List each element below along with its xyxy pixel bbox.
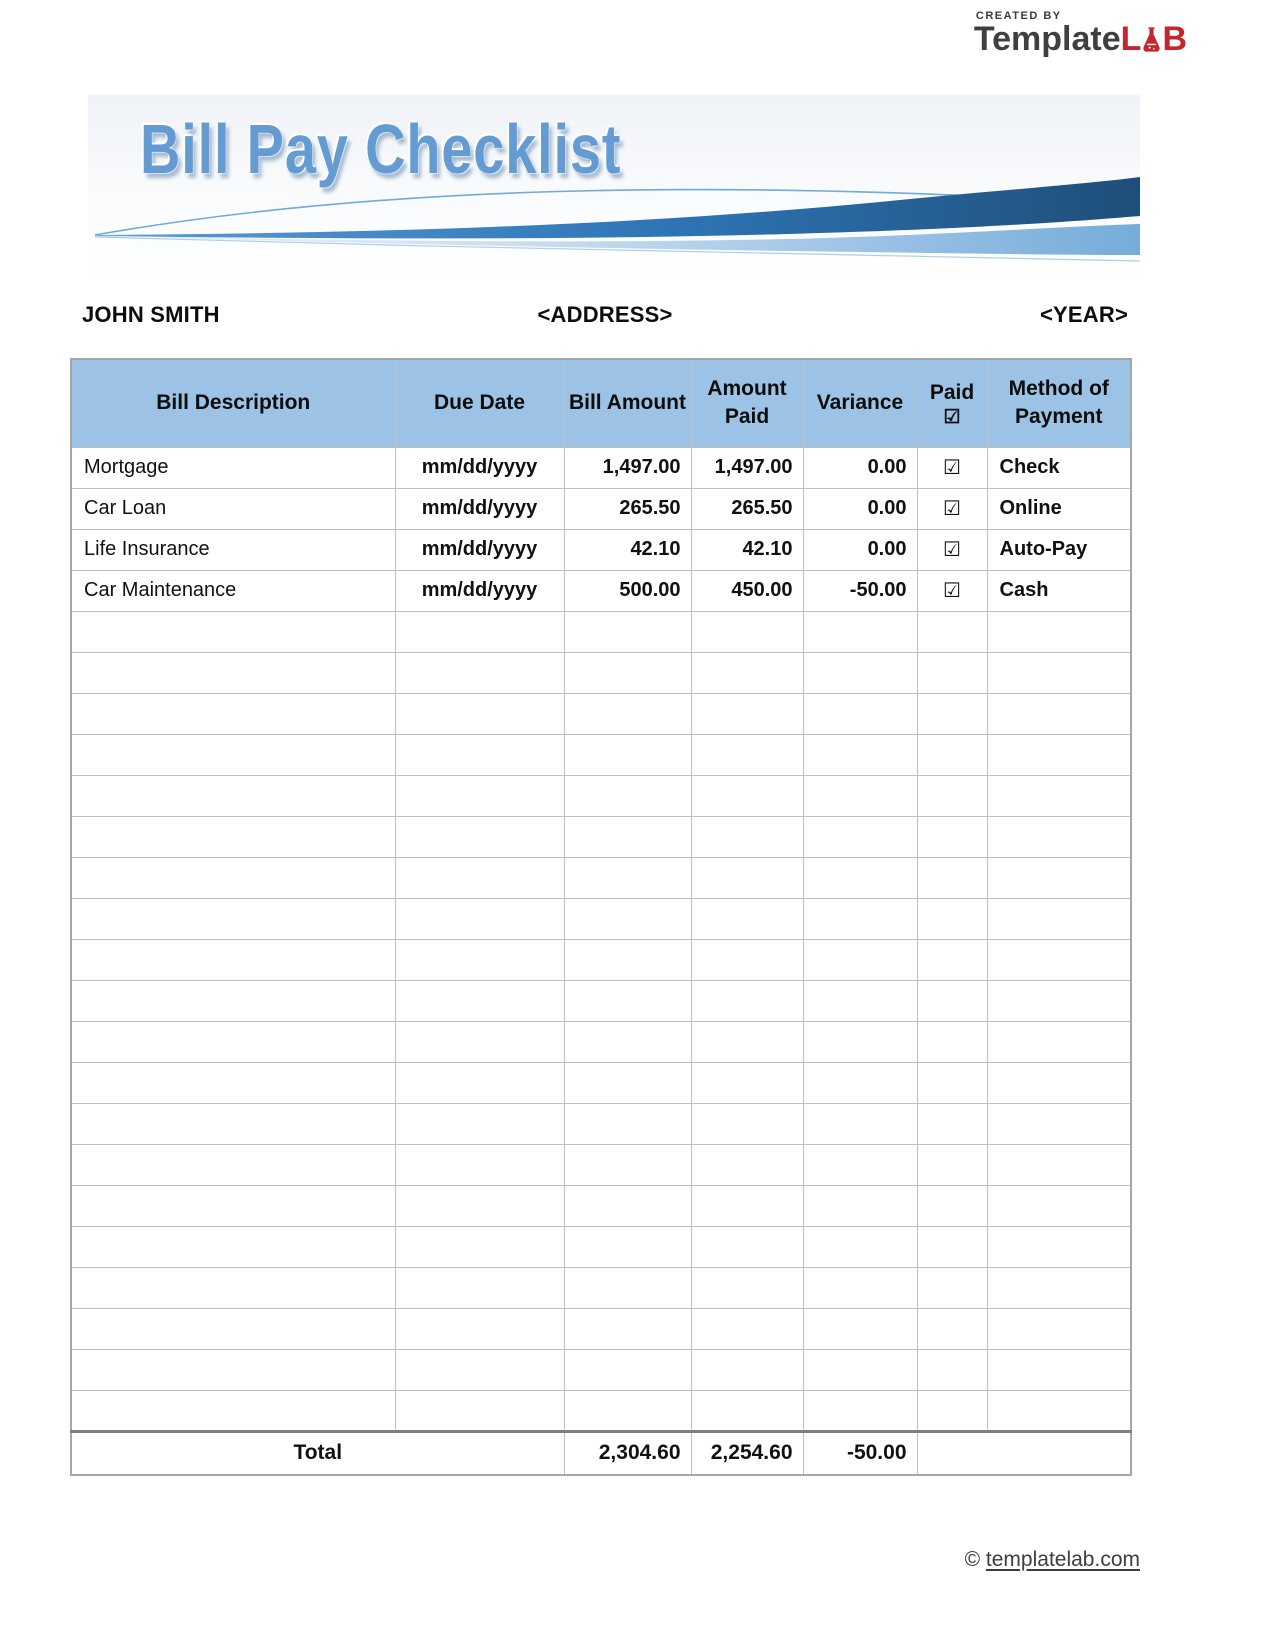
- page-title: Bill Pay Checklist: [140, 110, 622, 188]
- empty-cell-paid: [917, 1308, 987, 1349]
- header-variance: Variance: [803, 359, 917, 447]
- empty-cell-bill-amount: [564, 980, 691, 1021]
- empty-cell-method: [987, 1144, 1131, 1185]
- empty-cell-method: [987, 857, 1131, 898]
- empty-cell-variance: [803, 1349, 917, 1390]
- empty-cell-variance: [803, 939, 917, 980]
- empty-cell-description: [71, 1185, 395, 1226]
- empty-row: [71, 734, 1131, 775]
- empty-row: [71, 1103, 1131, 1144]
- cell-variance: -50.00: [803, 570, 917, 611]
- empty-cell-description: [71, 857, 395, 898]
- checked-checkbox-icon: ☑: [917, 529, 987, 570]
- empty-cell-variance: [803, 816, 917, 857]
- empty-row: [71, 1144, 1131, 1185]
- empty-cell-variance: [803, 1062, 917, 1103]
- empty-cell-variance: [803, 1267, 917, 1308]
- empty-cell-amount-paid: [691, 1144, 803, 1185]
- empty-cell-method: [987, 939, 1131, 980]
- empty-cell-bill-amount: [564, 898, 691, 939]
- empty-cell-amount-paid: [691, 693, 803, 734]
- empty-cell-amount-paid: [691, 1390, 803, 1431]
- logo-template-text: Template: [973, 20, 1121, 58]
- empty-cell-variance: [803, 652, 917, 693]
- empty-cell-description: [71, 1144, 395, 1185]
- empty-cell-due-date: [395, 816, 564, 857]
- empty-cell-description: [71, 693, 395, 734]
- empty-cell-due-date: [395, 1390, 564, 1431]
- table-header-row: [71, 359, 1131, 447]
- empty-cell-method: [987, 1390, 1131, 1431]
- empty-cell-description: [71, 1349, 395, 1390]
- header-method-of-payment: Method of Payment: [987, 359, 1131, 447]
- empty-cell-description: [71, 1390, 395, 1431]
- empty-cell-description: [71, 775, 395, 816]
- owner-name: JOHN SMITH: [82, 302, 220, 327]
- copyright-symbol: ©: [964, 1548, 981, 1571]
- empty-cell-amount-paid: [691, 980, 803, 1021]
- empty-cell-paid: [917, 1021, 987, 1062]
- cell-description: Car Loan: [71, 488, 395, 529]
- bill-row: [71, 488, 1131, 529]
- flask-icon: [1140, 26, 1163, 53]
- total-variance: -50.00: [803, 1431, 917, 1475]
- checked-checkbox-icon: ☑: [917, 570, 987, 611]
- empty-cell-variance: [803, 1390, 917, 1431]
- empty-row: [71, 1021, 1131, 1062]
- empty-cell-variance: [803, 857, 917, 898]
- empty-cell-bill-amount: [564, 1021, 691, 1062]
- empty-cell-amount-paid: [691, 734, 803, 775]
- empty-cell-variance: [803, 1308, 917, 1349]
- empty-cell-due-date: [395, 775, 564, 816]
- empty-cell-due-date: [395, 1267, 564, 1308]
- empty-cell-description: [71, 1103, 395, 1144]
- empty-row: [71, 1185, 1131, 1226]
- empty-cell-bill-amount: [564, 1103, 691, 1144]
- cell-due-date: mm/dd/yyyy: [395, 447, 564, 488]
- empty-cell-amount-paid: [691, 611, 803, 652]
- empty-cell-method: [987, 1062, 1131, 1103]
- bill-row: [71, 529, 1131, 570]
- empty-cell-due-date: [395, 1185, 564, 1226]
- cell-bill-amount: 42.10: [564, 529, 691, 570]
- empty-cell-amount-paid: [691, 898, 803, 939]
- empty-cell-bill-amount: [564, 1390, 691, 1431]
- cell-amount-paid: 265.50: [691, 488, 803, 529]
- empty-cell-paid: [917, 734, 987, 775]
- empty-cell-paid: [917, 1226, 987, 1267]
- empty-row: [71, 1226, 1131, 1267]
- cell-method: Cash: [987, 570, 1131, 611]
- empty-cell-method: [987, 652, 1131, 693]
- empty-cell-bill-amount: [564, 734, 691, 775]
- empty-cell-amount-paid: [691, 652, 803, 693]
- empty-cell-variance: [803, 693, 917, 734]
- empty-cell-paid: [917, 1144, 987, 1185]
- empty-cell-description: [71, 611, 395, 652]
- header-bill-description: Bill Description: [71, 359, 395, 447]
- empty-cell-description: [71, 898, 395, 939]
- empty-cell-amount-paid: [691, 1308, 803, 1349]
- empty-cell-paid: [917, 816, 987, 857]
- cell-method: Check: [987, 447, 1131, 488]
- empty-row: [71, 652, 1131, 693]
- cell-due-date: mm/dd/yyyy: [395, 488, 564, 529]
- empty-cell-description: [71, 1308, 395, 1349]
- empty-cell-method: [987, 1103, 1131, 1144]
- bill-row: [71, 570, 1131, 611]
- empty-cell-due-date: [395, 1308, 564, 1349]
- empty-cell-bill-amount: [564, 857, 691, 898]
- empty-cell-due-date: [395, 1226, 564, 1267]
- empty-cell-amount-paid: [691, 1021, 803, 1062]
- empty-cell-amount-paid: [691, 775, 803, 816]
- empty-cell-due-date: [395, 980, 564, 1021]
- empty-cell-due-date: [395, 611, 564, 652]
- table-body: [71, 447, 1131, 1431]
- empty-cell-bill-amount: [564, 1267, 691, 1308]
- empty-row: [71, 1267, 1131, 1308]
- empty-cell-due-date: [395, 898, 564, 939]
- empty-cell-method: [987, 980, 1131, 1021]
- table-total-row: [71, 1431, 1131, 1475]
- cell-variance: 0.00: [803, 447, 917, 488]
- empty-cell-paid: [917, 939, 987, 980]
- empty-row: [71, 1390, 1131, 1431]
- logo-lab-text: L B: [1120, 20, 1187, 58]
- empty-cell-method: [987, 611, 1131, 652]
- empty-cell-method: [987, 775, 1131, 816]
- empty-cell-description: [71, 1267, 395, 1308]
- empty-cell-paid: [917, 775, 987, 816]
- empty-cell-bill-amount: [564, 816, 691, 857]
- empty-cell-method: [987, 898, 1131, 939]
- year-placeholder: <YEAR>: [1039, 302, 1129, 327]
- empty-cell-variance: [803, 1185, 917, 1226]
- checked-checkbox-icon: ☑: [943, 407, 961, 429]
- empty-cell-amount-paid: [691, 1185, 803, 1226]
- cell-amount-paid: 1,497.00: [691, 447, 803, 488]
- empty-cell-bill-amount: [564, 693, 691, 734]
- empty-cell-paid: [917, 898, 987, 939]
- logo-wordmark: [974, 22, 1187, 58]
- empty-row: [71, 898, 1131, 939]
- header-paid-label: Paid: [929, 381, 975, 405]
- empty-row: [71, 1308, 1131, 1349]
- empty-cell-paid: [917, 693, 987, 734]
- cell-due-date: mm/dd/yyyy: [395, 570, 564, 611]
- empty-cell-amount-paid: [691, 1062, 803, 1103]
- header-bill-amount: Bill Amount: [564, 359, 691, 447]
- empty-cell-amount-paid: [691, 939, 803, 980]
- cell-description: Life Insurance: [71, 529, 395, 570]
- cell-method: Online: [987, 488, 1131, 529]
- empty-cell-description: [71, 1021, 395, 1062]
- empty-cell-amount-paid: [691, 816, 803, 857]
- empty-cell-bill-amount: [564, 939, 691, 980]
- empty-cell-paid: [917, 652, 987, 693]
- cell-bill-amount: 1,497.00: [564, 447, 691, 488]
- empty-cell-variance: [803, 980, 917, 1021]
- empty-row: [71, 816, 1131, 857]
- empty-cell-bill-amount: [564, 1226, 691, 1267]
- empty-cell-bill-amount: [564, 1349, 691, 1390]
- total-empty-cell: [917, 1431, 1131, 1475]
- empty-cell-paid: [917, 857, 987, 898]
- bill-row: [71, 447, 1131, 488]
- empty-cell-variance: [803, 898, 917, 939]
- cell-variance: 0.00: [803, 488, 917, 529]
- checked-checkbox-icon: ☑: [917, 488, 987, 529]
- empty-cell-variance: [803, 1103, 917, 1144]
- empty-cell-paid: [917, 1062, 987, 1103]
- empty-cell-bill-amount: [564, 1062, 691, 1103]
- cell-description: Mortgage: [71, 447, 395, 488]
- brand-logo: [974, 10, 1187, 58]
- empty-cell-method: [987, 816, 1131, 857]
- templatelab-link[interactable]: templatelab.com: [985, 1548, 1140, 1571]
- empty-row: [71, 1349, 1131, 1390]
- empty-cell-bill-amount: [564, 652, 691, 693]
- empty-cell-due-date: [395, 1021, 564, 1062]
- total-label: Total: [71, 1431, 564, 1475]
- empty-cell-due-date: [395, 1062, 564, 1103]
- empty-cell-variance: [803, 734, 917, 775]
- empty-cell-method: [987, 1349, 1131, 1390]
- swoosh-graphic: [88, 171, 1140, 263]
- empty-cell-due-date: [395, 734, 564, 775]
- empty-cell-variance: [803, 1226, 917, 1267]
- empty-cell-method: [987, 1021, 1131, 1062]
- empty-cell-description: [71, 1062, 395, 1103]
- empty-row: [71, 939, 1131, 980]
- empty-cell-paid: [917, 1185, 987, 1226]
- cell-variance: 0.00: [803, 529, 917, 570]
- checked-checkbox-icon: ☑: [917, 447, 987, 488]
- total-amount-paid: 2,254.60: [691, 1431, 803, 1475]
- empty-cell-due-date: [395, 1349, 564, 1390]
- empty-cell-variance: [803, 1021, 917, 1062]
- empty-cell-bill-amount: [564, 1144, 691, 1185]
- empty-cell-description: [71, 652, 395, 693]
- footer: [965, 1548, 1140, 1572]
- cell-amount-paid: 450.00: [691, 570, 803, 611]
- empty-cell-method: [987, 1267, 1131, 1308]
- empty-cell-method: [987, 693, 1131, 734]
- empty-cell-amount-paid: [691, 1226, 803, 1267]
- empty-cell-paid: [917, 1267, 987, 1308]
- empty-cell-description: [71, 939, 395, 980]
- empty-cell-variance: [803, 1144, 917, 1185]
- empty-cell-variance: [803, 611, 917, 652]
- logo-created-by: CREATED BY: [975, 10, 1062, 22]
- empty-row: [71, 857, 1131, 898]
- cell-bill-amount: 500.00: [564, 570, 691, 611]
- header-amount-paid: Amount Paid: [691, 359, 803, 447]
- cell-bill-amount: 265.50: [564, 488, 691, 529]
- empty-cell-due-date: [395, 1103, 564, 1144]
- header-due-date: Due Date: [395, 359, 564, 447]
- empty-cell-paid: [917, 1390, 987, 1431]
- empty-cell-due-date: [395, 857, 564, 898]
- total-bill-amount: 2,304.60: [564, 1431, 691, 1475]
- empty-cell-due-date: [395, 1144, 564, 1185]
- empty-cell-description: [71, 734, 395, 775]
- empty-cell-amount-paid: [691, 1103, 803, 1144]
- empty-row: [71, 1062, 1131, 1103]
- empty-cell-amount-paid: [691, 1349, 803, 1390]
- empty-cell-bill-amount: [564, 611, 691, 652]
- cell-method: Auto-Pay: [987, 529, 1131, 570]
- empty-cell-paid: [917, 1349, 987, 1390]
- bill-pay-table: [70, 358, 1132, 1476]
- empty-row: [71, 980, 1131, 1021]
- empty-cell-amount-paid: [691, 1267, 803, 1308]
- address-placeholder: <ADDRESS>: [537, 302, 673, 327]
- empty-cell-variance: [803, 775, 917, 816]
- empty-cell-description: [71, 980, 395, 1021]
- empty-row: [71, 693, 1131, 734]
- empty-cell-description: [71, 1226, 395, 1267]
- cell-due-date: mm/dd/yyyy: [395, 529, 564, 570]
- title-banner: [88, 95, 1140, 285]
- empty-cell-bill-amount: [564, 1185, 691, 1226]
- empty-cell-paid: [917, 611, 987, 652]
- cell-description: Car Maintenance: [71, 570, 395, 611]
- empty-cell-method: [987, 734, 1131, 775]
- empty-cell-description: [71, 816, 395, 857]
- empty-cell-amount-paid: [691, 857, 803, 898]
- empty-row: [71, 611, 1131, 652]
- empty-cell-method: [987, 1308, 1131, 1349]
- empty-cell-due-date: [395, 693, 564, 734]
- empty-cell-method: [987, 1226, 1131, 1267]
- header-paid: [917, 359, 987, 447]
- cell-amount-paid: 42.10: [691, 529, 803, 570]
- empty-cell-paid: [917, 1103, 987, 1144]
- empty-cell-bill-amount: [564, 775, 691, 816]
- empty-cell-paid: [917, 980, 987, 1021]
- owner-info-row: [82, 302, 1128, 328]
- empty-cell-bill-amount: [564, 1308, 691, 1349]
- empty-row: [71, 775, 1131, 816]
- empty-cell-due-date: [395, 652, 564, 693]
- empty-cell-method: [987, 1185, 1131, 1226]
- empty-cell-due-date: [395, 939, 564, 980]
